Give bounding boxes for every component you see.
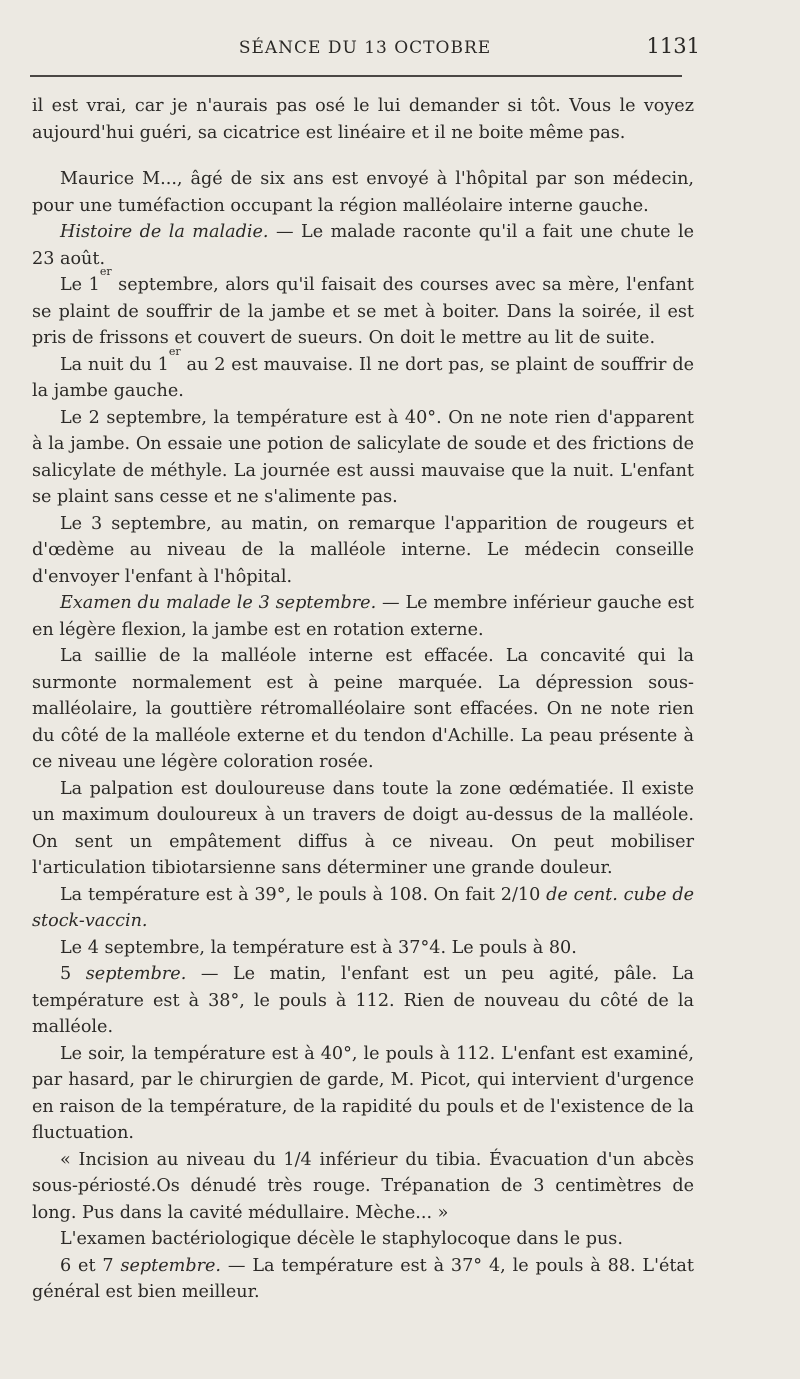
paragraph xyxy=(32,1147,694,1227)
text-run: — Le membre inférieur gauche est en légère flexion, la jambe est en rotation externe. xyxy=(32,593,694,640)
text-run: Le 2 septembre, la température est à 40°. On ne note rien d'apparent à la jambe. On essaie une potion de salicylate de soude et des frictions de salicylate de méthyle. La journée est aussi mauvaise que la nuit. L'enfant se plaint sans cesse et ne s'alimente pas. xyxy=(32,407,694,507)
italic-text: septembre. xyxy=(120,1255,222,1276)
superscript: er xyxy=(168,344,181,358)
paragraph xyxy=(32,776,694,882)
header-title: SÉANCE DU 13 OCTOBRE xyxy=(238,38,492,58)
text-run: 5 xyxy=(60,964,86,984)
italic-text: de cent. cube de stock-vaccin. xyxy=(32,884,694,931)
text-run: Le soir, la température est à 40°, le pouls à 112. L'enfant est examiné, par hasard, par le chirurgien de garde, M. Picot, qui intervient d'urgence en raison de la température, de la rapidité du pouls et de l'existence de la fluctuation. xyxy=(32,1043,694,1143)
text-run: — Le matin, l'enfant est un peu agité, pâle. La température est à 38°, le pouls à 112. Rien de nouveau du côté de la malléole. xyxy=(32,964,694,1037)
italic-text: Examen du malade le 3 septembre. xyxy=(60,593,377,613)
paragraph xyxy=(32,93,694,146)
italic-text: septembre. xyxy=(85,964,187,984)
text-run: La température est à 39°, le pouls à 108. On fait 2/10 xyxy=(60,884,547,905)
paragraph xyxy=(32,882,694,935)
text-run: L'examen bactériologique décèle le staphylocoque dans le pus. xyxy=(60,1229,623,1249)
text-run: 6 et 7 xyxy=(60,1255,121,1276)
header-rule xyxy=(30,75,682,77)
paragraph xyxy=(32,935,694,962)
text-run: — Le malade raconte qu'il a fait une chute le 23 août. xyxy=(32,222,694,269)
text-run: au 2 est mauvaise. Il ne dort pas, se plaint de souffrir de la jambe gauche. xyxy=(32,354,694,401)
paragraph xyxy=(32,166,694,219)
paragraph xyxy=(32,344,694,405)
text-run: La saillie de la malléole interne est effacée. La concavité qui la surmonte normalement est à peine marquée. La dépression sous-malléolaire, la gouttière rétromalléolaire sont effacées. On ne note rien du côté de la malléole externe et du tendon d'Achille. La peau présente à ce niveau une légère coloration rosée. xyxy=(32,646,694,772)
paragraph xyxy=(32,961,694,1041)
text-run: La palpation est douloureuse dans toute la zone œdématiée. Il existe un maximum douloureux à un travers de doigt au-dessus de la malléole. On sent un empâtement diffus à ce niveau. On peut mobiliser l'articulation tibiotarsienne sans déterminer une grande douleur. xyxy=(32,778,694,878)
text-run: « Incision au niveau du 1/4 inférieur du tibia. Évacuation d'un abcès sous-périosté.Os dénudé très rouge. Trépanation de 3 centimètres de long. Pus dans la cavité médullaire. Mèche... » xyxy=(32,1149,694,1223)
italic-text: Histoire de la maladie. xyxy=(60,222,269,242)
paragraph xyxy=(32,405,694,511)
paragraph xyxy=(32,643,694,776)
text-run: La nuit du 1 xyxy=(60,354,169,375)
paragraph xyxy=(32,265,694,352)
text-run: il est vrai, car je n'aurais pas osé le lui demander si tôt. Vous le voyez aujourd'hui guéri, sa cicatrice est linéaire et il ne boite même pas. xyxy=(32,96,694,143)
running-header xyxy=(30,32,700,64)
text-run: Le 4 septembre, la température est à 37°4. Le pouls à 80. xyxy=(60,937,577,958)
paragraph xyxy=(32,511,694,591)
text-run: septembre, alors qu'il faisait des courses avec sa mère, l'enfant se plaint de souffrir de la jambe et se met à boiter. Dans la soirée, il est pris de frissons et couvert de sueurs. On doit le mettre au lit de suite. xyxy=(32,275,694,348)
paragraph xyxy=(32,219,694,272)
body-text xyxy=(32,93,694,1306)
text-run: Le 3 septembre, au matin, on remarque l'apparition de rougeurs et d'œdème au niveau de la malléole interne. Le médecin conseille d'envoyer l'enfant à l'hôpital. xyxy=(32,513,694,587)
paragraph xyxy=(32,1226,694,1253)
text-run: — La température est à 37° 4, le pouls à 88. L'état général est bien meilleur. xyxy=(32,1255,694,1302)
text-run: Le 1 xyxy=(60,275,100,295)
paragraph xyxy=(32,590,694,643)
text-run: Maurice M..., âgé de six ans est envoyé à l'hôpital par son médecin, pour une tuméfaction occupant la région malléolaire interne gauche. xyxy=(32,169,694,216)
superscript: er xyxy=(99,265,112,278)
paragraph xyxy=(32,1253,694,1306)
page-number: 1131 xyxy=(646,34,700,58)
paragraph xyxy=(32,1041,694,1147)
